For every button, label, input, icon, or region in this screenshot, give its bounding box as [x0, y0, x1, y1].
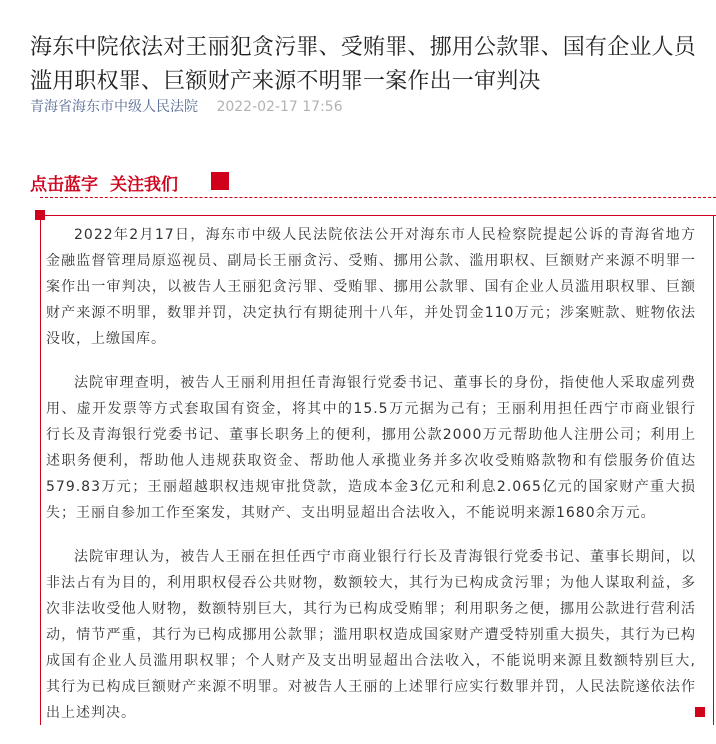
corner-square-icon: [695, 707, 705, 717]
frame-right-line: [713, 215, 714, 725]
frame-top-line: [40, 215, 716, 216]
corner-square-icon: [35, 210, 45, 220]
banner-square-icon: [211, 172, 229, 190]
article-meta: [30, 96, 343, 116]
banner-follow-text: 关注我们: [110, 175, 178, 195]
frame-left-line: [40, 215, 41, 725]
paragraph: 法院审理认为，被告人王丽在担任西宁市商业银行行长及青海银行党委书记、董事长期间，以非法占有为目的，利用职权侵吞公共财物，数额较大，其行为已构成贪污罪；为他人谋取利益，多次非法收受他人财物，数额特别巨大，其行为已构成受贿罪；利用职务之便，挪用公款进行营利活动，情节严重，其行为已构成挪用公款罪；滥用职权造成国家财产遭受特别重大损失，其行为已构成国有企业人员滥用职权罪；个人财产及支出明显超出合法收入，不能说明来源且数额特别巨大,其行为已构成巨额财产来源不明罪。对被告人王丽的上述罪行应实行数罪并罚，人民法院遂依法作出上述判决。: [46, 549, 696, 721]
follow-banner[interactable]: [30, 170, 178, 195]
source-link[interactable]: 青海省海东市中级人民法院: [30, 99, 198, 115]
article-title: 海东中院依法对王丽犯贪污罪、受贿罪、挪用公款罪、国有企业人员滥用职权罪、巨额财产来源不明罪一案作出一审判决: [30, 34, 697, 94]
article-body: [46, 222, 696, 744]
paragraph: 法院审理查明，被告人王丽利用担任青海银行党委书记、董事长的身份，指使他人采取虚列费用、虚开发票等方式套取国有资金，将其中的15.5万元据为己有；王丽利用担任西宁市商业银行行长及青海银行党委书记、董事长职务上的便利，挪用公款2000万元帮助他人注册公司；利用上述职务便利，帮助他人违规获取资金、帮助他人承揽业务并多次收受贿赂款物和有偿服务价值达579.83万元；王丽超越职权违规审批贷款，造成本金3亿元和利息2.065亿元的国家财产重大损失；王丽自参加工作至案发，其财产、支出明显超出合法收入，不能说明来源1680余万元。: [46, 375, 696, 521]
banner-divider: [40, 197, 716, 198]
banner-click-text: 点击蓝字: [30, 175, 98, 195]
publish-date: 2022-02-17 17:56: [216, 99, 343, 115]
paragraph: 2022年2月17日，海东市中级人民法院依法公开对海东市人民检察院提起公诉的青海省地方金融监督管理局原巡视员、副局长王丽贪污、受贿、挪用公款、滥用职权、巨额财产来源不明罪一案作出一审判决，以被告人王丽犯贪污罪、受贿罪、挪用公款罪、国有企业人员滥用职权罪、巨额财产来源不明罪，数罪并罚，决定执行有期徒刑十八年，并处罚金110万元；涉案赃款、赃物依法没收，上缴国库。: [46, 227, 696, 347]
